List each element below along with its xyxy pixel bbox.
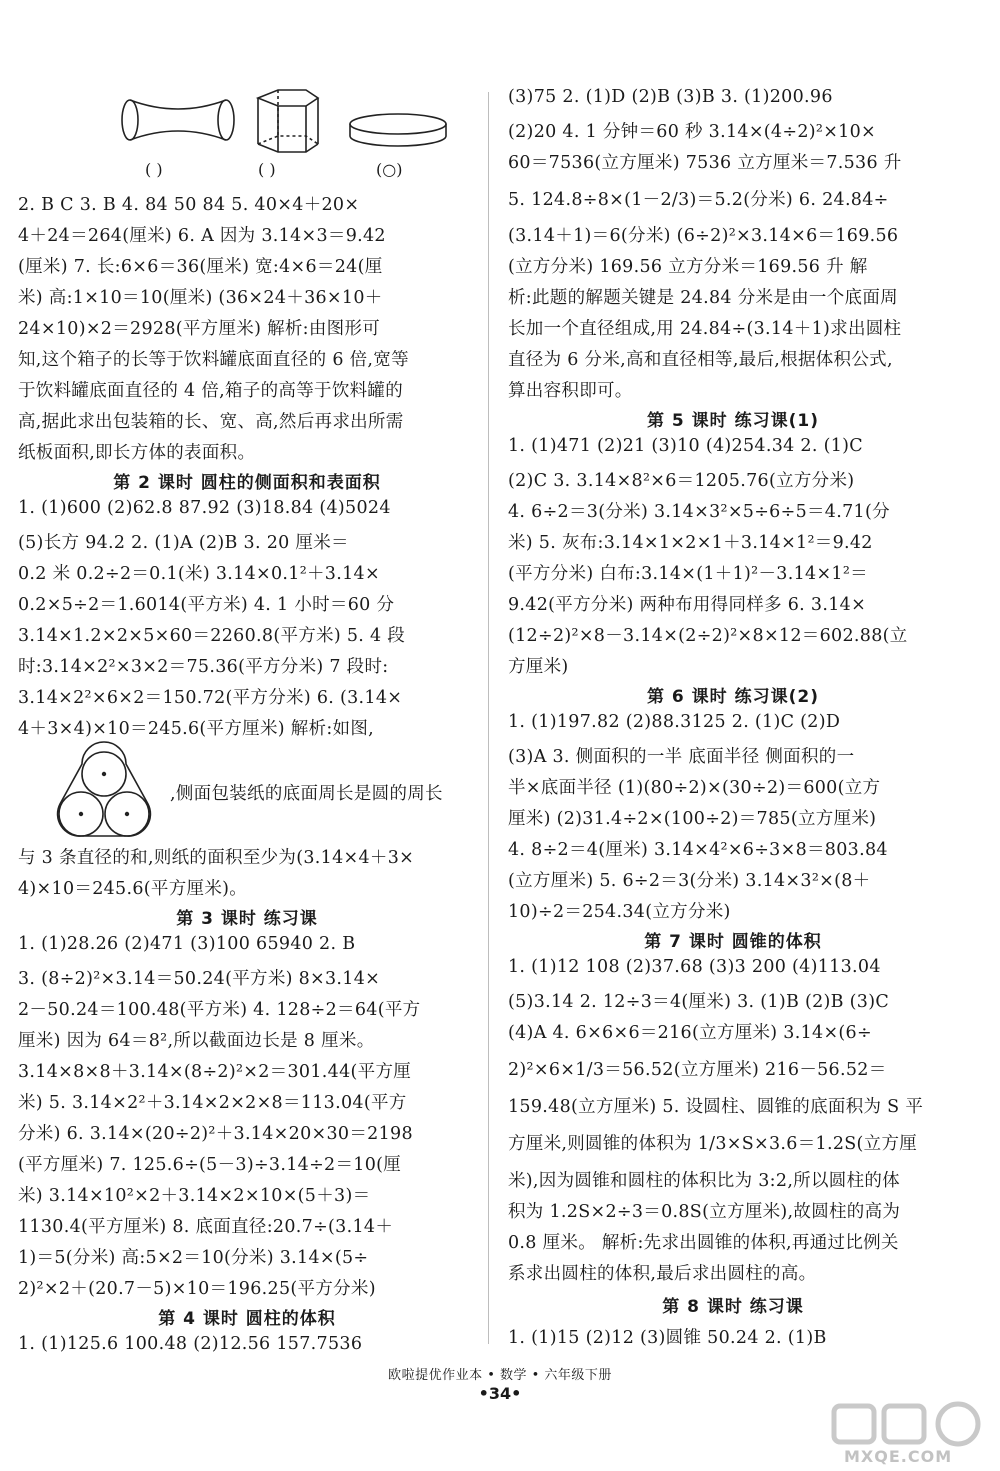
text-line: 直径为 6 分米,高和直径相等,最后,根据体积公式, [508,350,893,370]
text-line: 米) 高:1×10＝10(厘米) (36×24＋36×10＋ [18,288,383,308]
text-line: ,侧面包装纸的底面周长是圆的周长 [170,784,443,804]
text-line: 0.2 米 0.2÷2＝0.1(米) 3.14×0.1²＋3.14× [18,564,380,584]
text-line: 1. (1)197.82 (2)88.3125 2. (1)C (2)D [508,712,841,732]
watermark-text: MXQE.COM [844,1447,953,1466]
text-line: (2)20 4. 1 分钟＝60 秒 3.14×(4÷2)²×10× [508,122,876,142]
text-line: 3.14×2²×6×2＝150.72(平方分米) 6. (3.14× [18,688,403,708]
text-line: (平方分米) 白布:3.14×(1＋1)²－3.14×1²＝ [508,564,868,584]
text-line: 厘米) (2)31.4÷2×(100÷2)＝785(立方厘米) [508,809,877,829]
text-line: 4)×10＝245.6(平方厘米)。 [18,879,248,899]
text-line: (5)长方 94.2 2. (1)A (2)B 3. 20 厘米＝ [18,533,349,553]
text-line: (平方厘米) 7. 125.6÷(5－3)÷3.14÷2＝10(厘 [18,1155,402,1175]
text-line: 1. (1)12 108 (2)37.68 (3)3 200 (4)113.04 [508,957,881,977]
text-line: 3.14×1.2×2×5×60＝2260.8(平方米) 5. 4 段 [18,626,406,646]
section-heading: 第 6 课时 练习课(2) [647,687,819,707]
text-line: 系求出圆柱的体积,最后求出圆柱的高。 [508,1264,817,1284]
text-line: 159.48(立方厘米) 5. 设圆柱、圆锥的底面积为 S 平 [508,1097,924,1117]
text-line: (2)C 3. 3.14×8²×6＝1205.76(立方分米) [508,471,855,491]
text-line: (厘米) 7. 长:6×6＝36(厘米) 宽:4×6＝24(厘 [18,257,383,277]
text-line: 1130.4(平方厘米) 8. 底面直径:20.7÷(3.14＋ [18,1217,394,1237]
text-line: 1)＝5(分米) 高:5×2＝10(分米) 3.14×(5÷ [18,1248,369,1268]
text-line: 9.42(平方分米) 两种布用得同样多 6. 3.14× [508,595,867,615]
text-line: (立方厘米) 5. 6÷2＝3(分米) 3.14×3²×(8＋ [508,871,871,891]
text-line: 积为 1.2S×2÷3＝0.8S(立方厘米),故圆柱的高为 [508,1202,901,1222]
text-line: 米) 5. 3.14×2²＋3.14×2×2×8＝113.04(平方 [18,1093,407,1113]
text-line: 2－50.24＝100.48(平方米) 4. 128÷2＝64(平方 [18,1000,421,1020]
spool-shape [122,100,234,140]
section-heading: 第 8 课时 练习课 [662,1297,804,1317]
footer-book-title: 欧啦提优作业本 • 数学 • 六年级下册 [388,1368,612,1383]
text-line: 时:3.14×2²×3×2＝75.36(平方分米) 7 段时: [18,657,389,677]
section-heading: 第 5 课时 练习课(1) [647,411,819,431]
shapes-figure [118,86,458,176]
text-line: 长加一个直径组成,用 24.84÷(3.14＋1)求出圆柱 [508,319,902,339]
text-line: 方厘米) [508,657,569,677]
text-line: 4. 6÷2＝3(分米) 3.14×3²×5÷6÷5＝4.71(分 [508,502,890,522]
text-line: 1. (1)15 (2)12 (3)圆锥 50.24 2. (1)B [508,1328,827,1348]
text-line: 与 3 条直径的和,则纸的面积至少为(3.14×4＋3× [18,848,415,868]
text-line: 4＋24＝264(厘米) 6. A 因为 3.14×3＝9.42 [18,226,386,246]
text-line: 3.14×8×8＋3.14×(8÷2)²×2＝301.44(平方厘 [18,1062,412,1082]
text-line: 2)²×2＋(20.7－5)×10＝196.25(平方分米) [18,1279,376,1299]
text-line: (3.14＋1)＝6(分米) (6÷2)²×3.14×6＝169.56 [508,226,899,246]
text-line: 0.2×5÷2＝1.6014(平方米) 4. 1 小时＝60 分 [18,595,395,615]
text-line: 1. (1)28.26 (2)471 (3)100 65940 2. B [18,934,356,954]
hexagonal-prism-shape [258,90,318,152]
text-line: 60＝7536(立方厘米) 7536 立方厘米＝7.536 升 [508,153,902,173]
text-line: 3. (8÷2)²×3.14＝50.24(平方米) 8×3.14× [18,969,381,989]
text-line: 4. 8÷2＝4(厘米) 3.14×4²×6÷3×8＝803.84 [508,840,888,860]
shape-answer-1: ( ) [145,160,163,179]
text-line: 1. (1)600 (2)62.8 87.92 (3)18.84 (4)5024 [18,498,391,518]
section-heading: 第 4 课时 圆柱的体积 [158,1309,336,1329]
text-line: 知,这个箱子的长等于饮料罐底面直径的 6 倍,宽等 [18,350,409,370]
text-line: 米) 5. 灰布:3.14×1×2×1＋3.14×1²＝9.42 [508,533,873,553]
text-line: 4＋3×4)×10＝245.6(平方厘米) 解析:如图, [18,719,374,739]
text-line: (12÷2)²×8－3.14×(2÷2)²×8×12＝602.88(立 [508,626,908,646]
text-line: 分米) 6. 3.14×(20÷2)²＋3.14×20×30＝2198 [18,1124,413,1144]
flat-cylinder-shape [350,114,446,146]
text-line: 5. 124.8÷8×(1－2/3)＝5.2(分米) 6. 24.84÷ [508,190,889,210]
text-line: 米),因为圆锥和圆柱的体积比为 3:2,所以圆柱的体 [508,1171,900,1191]
text-line: 0.8 厘米。 解析:先求出圆锥的体积,再通过比例关 [508,1233,899,1253]
text-line: 方厘米,则圆锥的体积为 1/3×S×3.6＝1.2S(立方厘 [508,1134,918,1154]
text-line: 米) 3.14×10²×2＋3.14×2×10×(5＋3)＝ [18,1186,371,1206]
text-line: 算出容积即可。 [508,381,633,401]
page-number: •34• [478,1384,522,1403]
text-line: (3)A 3. 侧面积的一半 底面半径 侧面积的一 [508,747,855,767]
column-divider [488,92,489,1344]
text-line: (立方分米) 169.56 立方分米＝169.56 升 解 [508,257,868,277]
three-circles-figure [34,740,174,860]
section-heading: 第 7 课时 圆锥的体积 [644,932,822,952]
text-line: 半×底面半径 (1)(80÷2)×(30÷2)＝600(立方 [508,778,881,798]
section-heading: 第 2 课时 圆柱的侧面积和表面积 [113,473,381,493]
text-line: 纸板面积,即长方体的表面积。 [18,443,256,463]
text-line: (3)75 2. (1)D (2)B (3)B 3. (1)200.96 [508,87,833,107]
text-line: 于饮料罐底面直径的 4 倍,箱子的高等于饮料罐的 [18,381,404,401]
text-line: (5)3.14 2. 12÷3＝4(厘米) 3. (1)B (2)B (3)C [508,992,890,1012]
text-line: 2. B C 3. B 4. 84 50 84 5. 40×4＋20× [18,195,360,215]
section-heading: 第 3 课时 练习课 [176,909,318,929]
shape-answer-2: ( ) [258,160,276,179]
text-line: 厘米) 因为 64＝8²,所以截面边长是 8 厘米。 [18,1031,375,1051]
text-line: 析:此题的解题关键是 24.84 分米是由一个底面周 [508,288,898,308]
text-line: 10)÷2＝254.34(立方分米) [508,902,731,922]
text-line: 高,据此求出包装箱的长、宽、高,然后再求出所需 [18,412,404,432]
text-line: 1. (1)471 (2)21 (3)10 (4)254.34 2. (1)C [508,436,863,456]
text-line: (4)A 4. 6×6×6＝216(立方厘米) 3.14×(6÷ [508,1023,872,1043]
text-line: 2)²×6×1/3＝56.52(立方厘米) 216－56.52＝ [508,1060,887,1080]
text-line: 24×10)×2＝2928(平方厘米) 解析:由图形可 [18,319,381,339]
text-line: 1. (1)125.6 100.48 (2)12.56 157.7536 [18,1334,363,1354]
shape-answer-3: (○) [376,160,403,179]
